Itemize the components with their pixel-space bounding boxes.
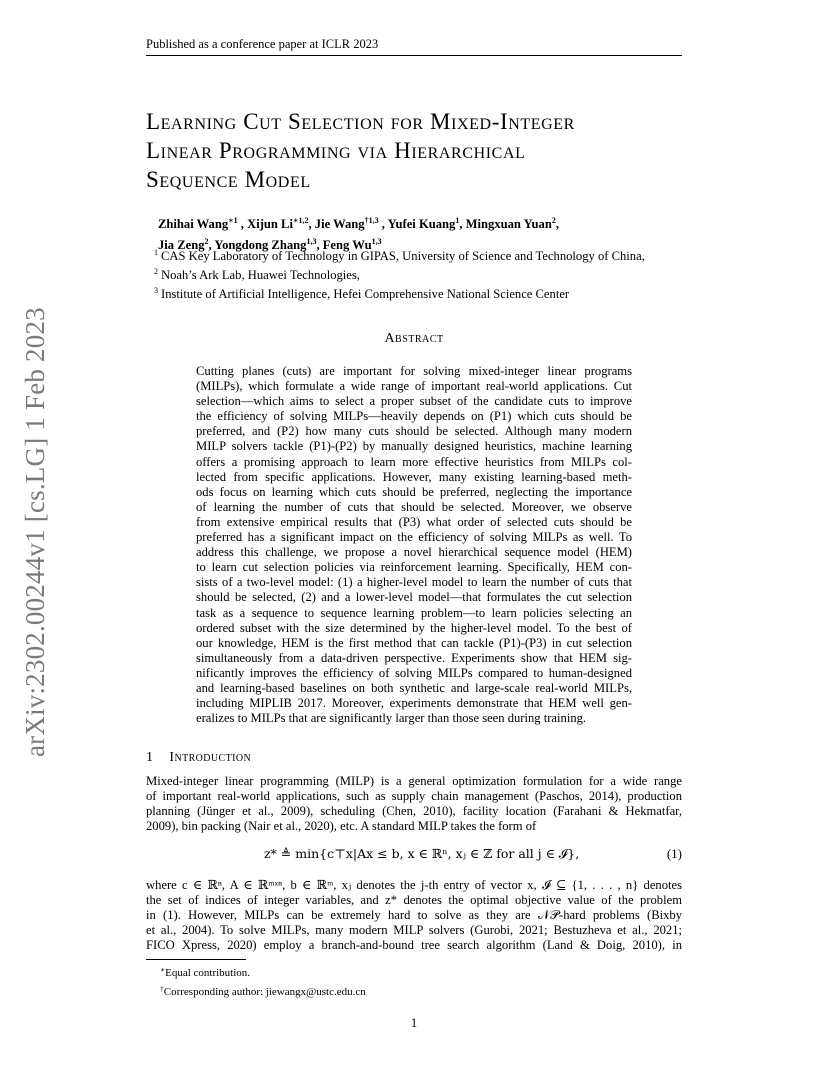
abstract-line: preferred has a significant impact on the efficiency of solving MILPs as well. To	[196, 530, 632, 545]
abstract-line: our knowledge, HEM is the first method that can tackle (P1)-(P3) in cut selection	[196, 635, 632, 650]
footnotes	[160, 962, 680, 1000]
body-line: where c ∈ ℝⁿ, A ∈ ℝᵐˣⁿ, b ∈ ℝᵐ, xⱼ denotes the j-th entry of vector x, 𝓘 ⊆ {1, . . . , n} denotes	[146, 878, 682, 892]
author-sup: ∗1,2	[292, 216, 309, 225]
affiliation-text: Institute of Artificial Intelligence, Hefei Comprehensive National Science Center	[161, 287, 570, 301]
body-line: planning (Jünger et al., 2009), scheduling (Chen, 2010), facility location (Farahani & Hekmatfar,	[146, 804, 682, 819]
author-sup: 2	[204, 237, 209, 246]
arxiv-stamp: arXiv:2302.00244v1 [cs.LG] 1 Feb 2023	[20, 307, 50, 757]
abstract-line: selection—which aims to select a proper subset of the candidate cuts to improve	[196, 394, 632, 409]
affiliation	[154, 245, 694, 264]
abstract-line: ods focus on learning which cuts should be preferred, neglecting the importance	[196, 484, 632, 499]
author-name: , Yufei Kuang	[378, 217, 456, 231]
abstract-line: from extensive empirical results that (P3) what order of selected cuts should be	[196, 514, 632, 529]
section-title: Introduction	[169, 750, 252, 765]
abstract-line: task as a sequence to sequence learning problem—to learn policies selecting an	[196, 605, 632, 620]
section-number: 1	[146, 750, 154, 765]
author-name: Zhihai Wang	[158, 217, 229, 231]
abstract-line: the efficiency of solving MILPs—heavily depends on (P1) which cuts should be	[196, 409, 632, 424]
author-row	[158, 212, 688, 233]
author-name: Jia Zeng	[158, 238, 205, 252]
affiliation-text: Noah’s Ark Lab, Huawei Technologies,	[161, 268, 360, 282]
affiliation-sup: 2	[154, 267, 158, 276]
author-name: , Feng Wu	[316, 238, 372, 252]
author-name: ,	[555, 217, 560, 231]
body-line: FICO Xpress, 2020) employ a branch-and-bound tree search algorithm (Land & Doig, 2010), in	[146, 938, 682, 953]
footnote-mark: †	[160, 984, 164, 993]
footnote	[160, 962, 680, 981]
equation-number: (1)	[666, 846, 682, 861]
body-line: 2009), bin packing (Nair et al., 2020), etc. A standard MILP takes the form of	[146, 819, 537, 834]
author-sup: 1,3	[306, 237, 317, 246]
abstract-line: nificantly improves the efficiency of solving MILPs compared to human-designed	[196, 665, 632, 680]
abstract-line: simultaneously from a data-driven perspective. Experiments show that HEM sig-	[196, 650, 632, 665]
affiliation-list	[154, 245, 694, 302]
footnote-mark: ∗	[160, 965, 166, 974]
page-number: 1	[410, 1016, 418, 1030]
abstract-line: lected from specific applications. However, many existing learning-based meth-	[196, 469, 632, 484]
affiliation-text: CAS Key Laboratory of Technology in GIPAS, University of Science and Technology of China,	[161, 249, 645, 263]
footnote-text: Equal contribution.	[165, 967, 251, 979]
title-line: Sequence Model	[146, 167, 311, 192]
affiliation-sup: 3	[154, 286, 158, 295]
intro-paragraph	[146, 774, 682, 834]
abstract-line: to learn cut selection policies via reinforcement learning. Specifically, HEM con-	[196, 560, 632, 575]
body-line: in (1). However, MILPs can be extremely hard to solve as they are 𝒩𝒫-hard problems (Bixby	[146, 908, 682, 923]
author-name: , Jie Wang	[308, 217, 365, 231]
abstract-line: eralizes to MILPs that are significantly larger than those seen during training.	[196, 711, 587, 726]
abstract-body	[196, 364, 632, 726]
abstract-line: (MILPs), which formulate a wide range of important real-world applications. Cut	[196, 379, 632, 394]
abstract-line: should be selected, (2) and a lower-level model—that formulates the cut selection	[196, 590, 632, 605]
title-line: Linear Programming via Hierarchical	[146, 138, 526, 163]
section-heading	[146, 750, 251, 766]
equation-expression: z* ≜ min{c⊤x|Ax ≤ b, x ∈ ℝⁿ, xⱼ ∈ ℤ for all j ∈ 𝓘},	[264, 846, 580, 861]
abstract-line: sists of a two-level model: (1) a higher-level model to learn the number of cuts that	[196, 575, 632, 590]
abstract-line: Cutting planes (cuts) are important for solving mixed-integer linear programs	[196, 364, 632, 378]
author-name: , Mingxuan Yuan	[459, 217, 552, 231]
affiliation	[154, 264, 694, 283]
abstract-heading: Abstract	[384, 331, 444, 346]
abstract-line: of learning the number of cuts that should be selected. Moreover, we observe	[196, 499, 632, 514]
equation-1	[146, 846, 682, 868]
author-sup: 1	[455, 216, 460, 225]
author-name: , Yongdong Zhang	[208, 238, 307, 252]
body-line: Mixed-integer linear programming (MILP) is a general optimization formulation for a wide range	[146, 774, 682, 788]
abstract-line: address this challenge, we propose a novel hierarchical sequence model (HEM)	[196, 545, 632, 560]
author-sup: ∗1	[228, 216, 238, 225]
abstract-line: including MIPLIB 2017. Moreover, experiments demonstrate that HEM well gen-	[196, 696, 632, 711]
abstract-line: ordered subset with the size determined by the higher-level model. To the best of	[196, 620, 632, 635]
author-sup: †1,3	[364, 216, 379, 225]
affiliation-sup: 1	[154, 248, 158, 257]
author-sup: 2	[551, 216, 556, 225]
abstract-line: offers a promising approach to learn more effective heuristics from MILPs col-	[196, 454, 632, 469]
footnote	[160, 981, 680, 1000]
body-line: of important real-world applications, such as supply chain management (Paschos, 2014), production	[146, 789, 682, 804]
running-head: Published as a conference paper at ICLR 2023	[146, 36, 682, 56]
title-line: Learning Cut Selection for Mixed-Integer	[146, 109, 575, 134]
abstract-line: MILP solvers tackle (P1)-(P2) by manually designed heuristics, machine learning	[196, 439, 632, 454]
abstract-line: and learning-based baselines on both synthetic and large-scale real-world MILPs,	[196, 680, 632, 695]
body-line: the set of indices of integer variables, and z* denotes the optimal objective value of the problem	[146, 893, 682, 908]
footnote-rule	[146, 959, 246, 960]
affiliation	[154, 283, 694, 302]
paper-title	[146, 107, 706, 194]
intro-paragraph-2	[146, 878, 682, 953]
author-sup: 1,3	[371, 237, 382, 246]
footnote-text: Corresponding author: jiewangx@ustc.edu.cn	[163, 986, 366, 998]
abstract-line: preferred, and (P2) how many cuts should be selected. Although many modern	[196, 424, 632, 439]
body-line: et al., 2004). To solve MILPs, many modern MILP solvers (Gurobi, 2021; Bestuzheva et al., 2021;	[146, 923, 682, 938]
author-name: , Xijun Li	[237, 217, 293, 231]
